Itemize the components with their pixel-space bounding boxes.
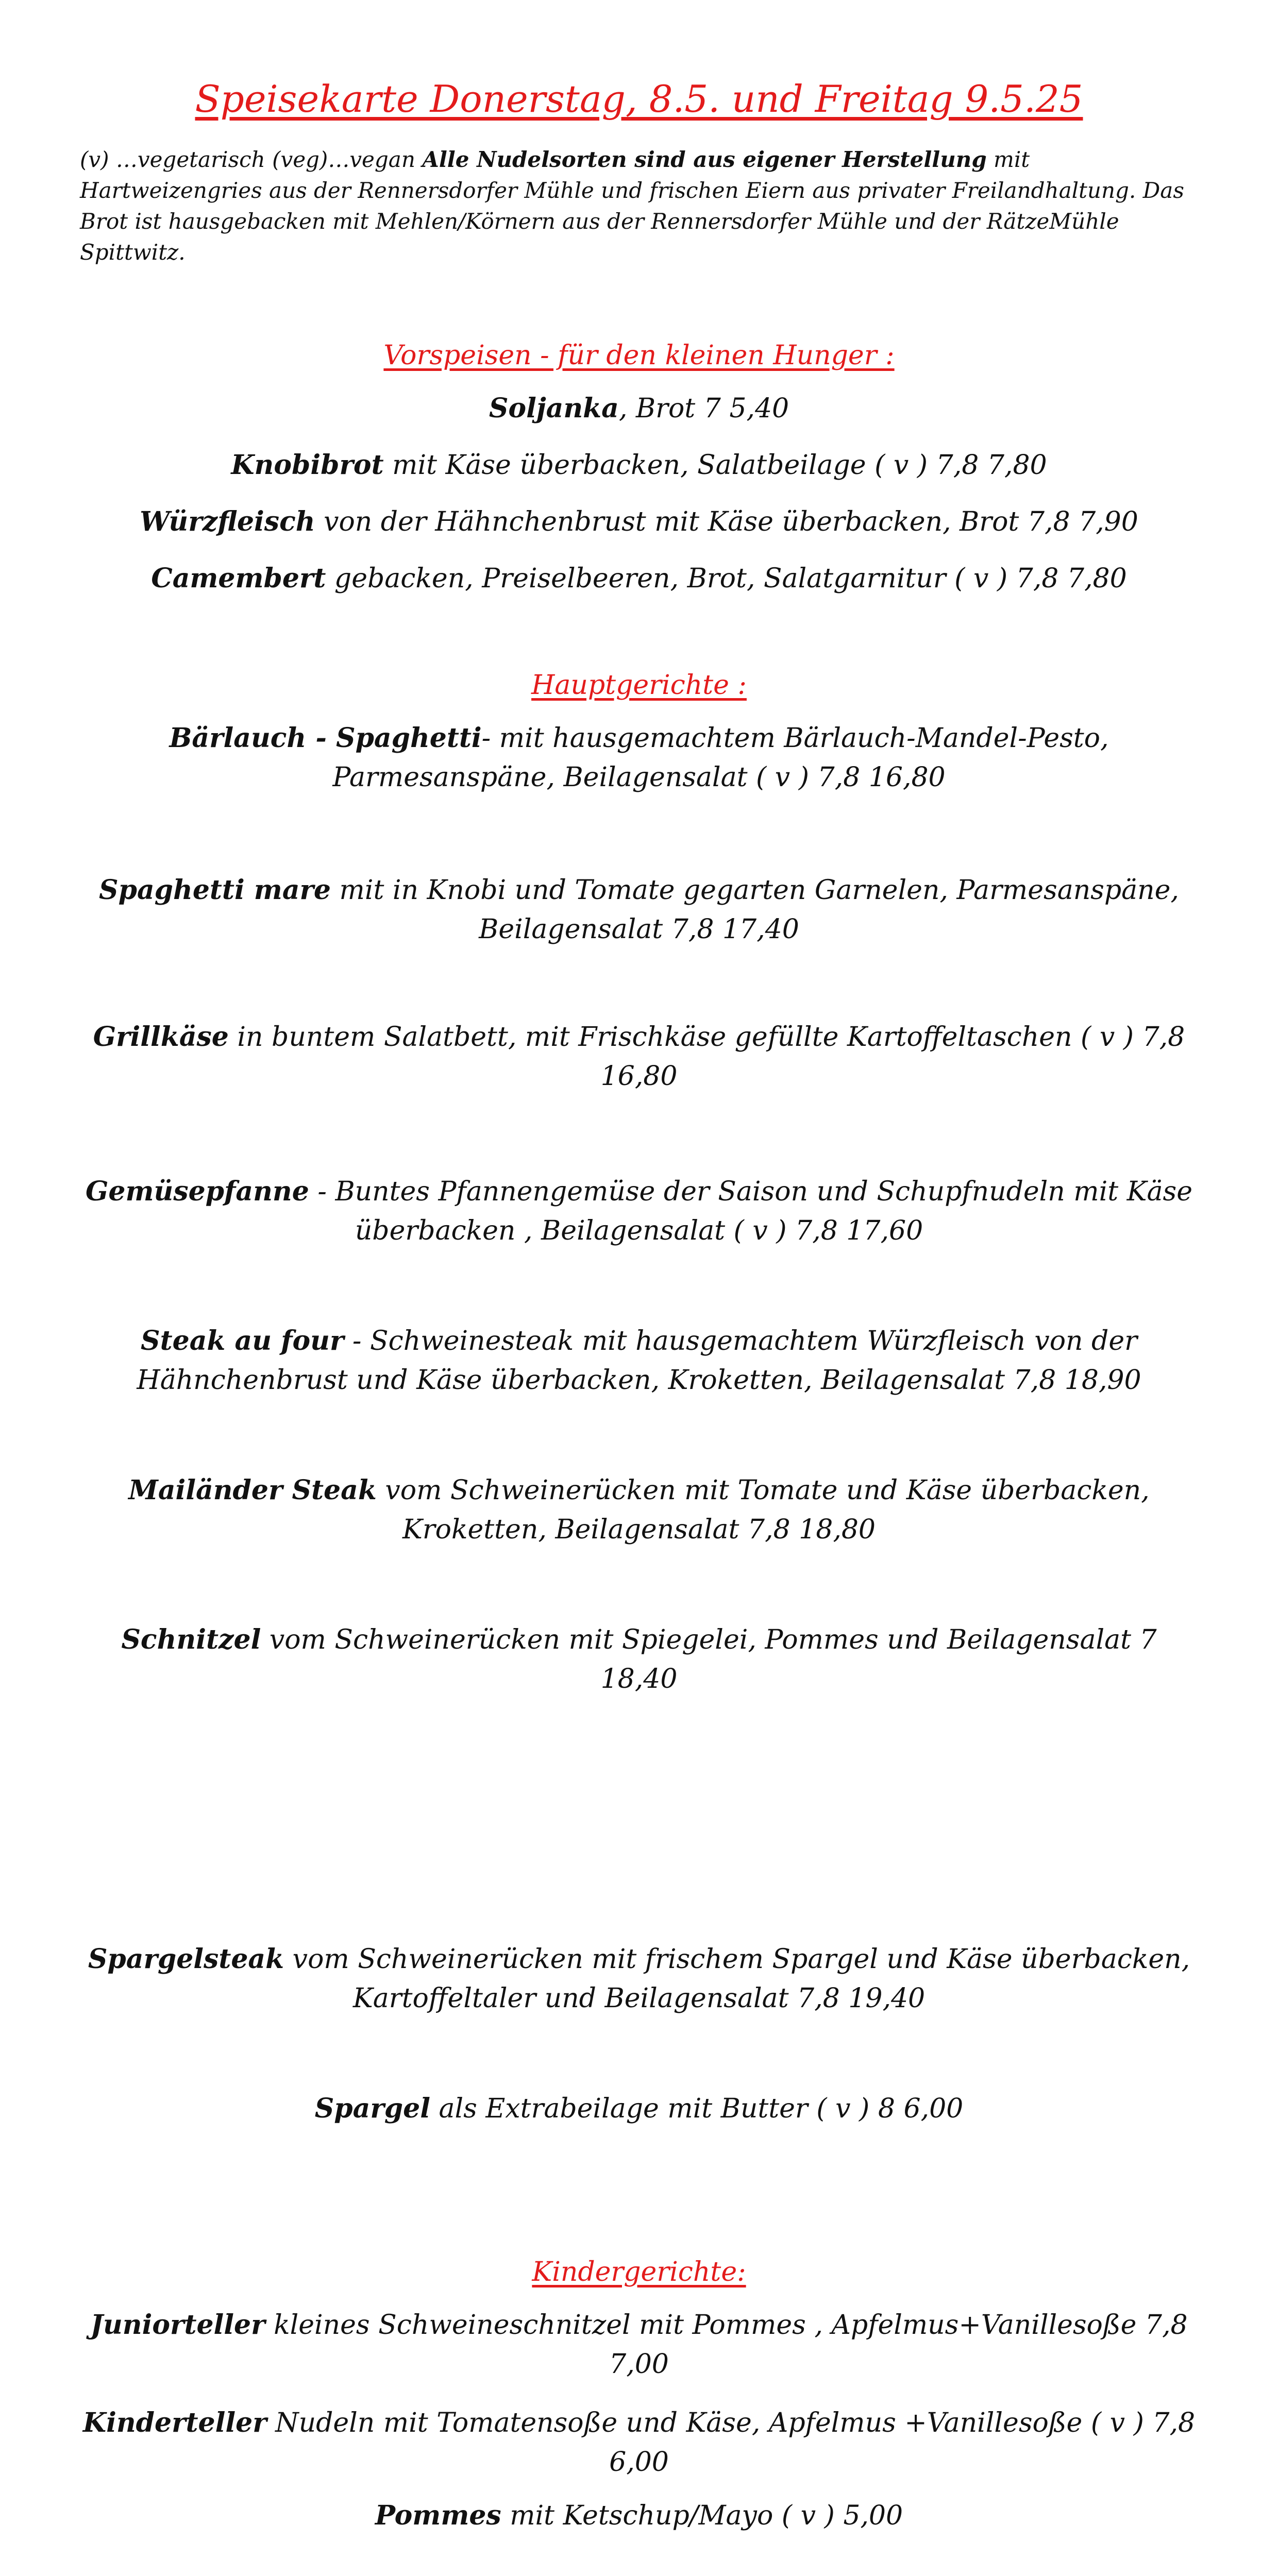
- item-desc: in buntem Salatbett, mit Frischkäse gefüllte Kartoffeltaschen ( v ) 7,8 16,80: [228, 1022, 1185, 1092]
- item-desc: mit in Knobi und Tomate gegarten Garnelen, Parmesanspäne, Beilagensalat 7,8 17,40: [331, 875, 1179, 945]
- item-name: Knobibrot: [231, 449, 384, 481]
- item-name: Spargel: [314, 2093, 430, 2124]
- menu-item: [82, 389, 1196, 428]
- item-name: Bärlauch - Spaghetti: [169, 722, 482, 754]
- intro-rest: mit Hartweizengries aus der Rennersdorfer Mühle und frischen Eiern aus privater Freilandhaltung. Das Brot ist hausgebacken mit Mehlen/Körnern aus der Rennersdorfer Mühle und der RätzeMühle Spittwitz.: [80, 147, 1184, 265]
- item-desc: - Buntes Pfannengemüse der Saison und Schupfnudeln mit Käse überbacken , Beilagensalat ( v ) 7,8 17,60: [309, 1176, 1192, 1246]
- section-kids-heading: Kindergerichte:: [532, 2257, 746, 2287]
- menu-item: [82, 1471, 1196, 1549]
- item-name: Würzfleisch: [140, 506, 315, 537]
- menu-item: [82, 1018, 1196, 1096]
- item-name: Kinderteller: [82, 2407, 267, 2438]
- menu-item: [82, 1620, 1196, 1699]
- item-desc: vom Schweinerücken mit Spiegelei, Pommes und Beilagensalat 7 18,40: [261, 1624, 1157, 1694]
- item-desc: als Extrabeilage mit Butter ( v ) 8 6,00: [430, 2093, 964, 2124]
- menu-item: [82, 559, 1196, 598]
- item-name: Spaghetti mare: [99, 874, 331, 906]
- item-name: Mailänder Steak: [128, 1475, 377, 1506]
- menu-item: [82, 1321, 1196, 1400]
- menu-item: [82, 2403, 1196, 2482]
- item-name: Grillkäse: [93, 1021, 229, 1053]
- item-name: Camembert: [151, 563, 326, 594]
- item-name: Pommes: [375, 2500, 501, 2531]
- item-desc: gebacken, Preiselbeeren, Brot, Salatgarnitur ( v ) 7,8 7,80: [326, 563, 1127, 594]
- item-name: Schnitzel: [121, 1624, 261, 1655]
- intro-text: [80, 144, 1203, 268]
- item-name: Gemüsepfanne: [86, 1176, 309, 1207]
- item-desc: kleines Schweineschnitzel mit Pommes , Apfelmus+Vanillesoße 7,8 7,00: [265, 2310, 1188, 2380]
- menu-item: [82, 871, 1196, 949]
- item-name: Spargelsteak: [88, 1943, 284, 1975]
- section-starters-heading: Vorspeisen - für den kleinen Hunger :: [383, 340, 895, 371]
- menu-item: [82, 2306, 1196, 2384]
- item-desc: von der Hähnchenbrust mit Käse überbacken, Brot 7,8 7,90: [315, 506, 1138, 537]
- item-desc: vom Schweinerücken mit Tomate und Käse überbacken, Kroketten, Beilagensalat 7,8 18,80: [376, 1475, 1150, 1545]
- item-name: Soljanka: [489, 393, 619, 424]
- item-desc: - mit hausgemachtem Bärlauch-Mandel-Pesto, Parmesanspäne, Beilagensalat ( v ) 7,8 16,80: [332, 723, 1109, 793]
- item-name: Steak au four: [141, 1325, 344, 1357]
- menu-item: [82, 1940, 1196, 2018]
- diet-legend: (v) …vegetarisch (veg)…vegan: [80, 147, 423, 172]
- menu-item: [82, 502, 1196, 541]
- pasta-note: Alle Nudelsorten sind aus eigener Herstellung: [422, 147, 987, 172]
- item-desc: , Brot 7 5,40: [618, 393, 789, 424]
- item-desc: vom Schweinerücken mit frischem Spargel und Käse überbacken, Kartoffeltaler und Beilagensalat 7,8 19,40: [284, 1944, 1190, 2014]
- menu-item: [82, 2496, 1196, 2535]
- menu-item: [82, 719, 1196, 797]
- item-desc: - Schweinesteak mit hausgemachtem Würzfleisch von der Hähnchenbrust und Käse überbacken, Kroketten, Beilagensalat 7,8 18,90: [137, 1326, 1141, 1396]
- item-desc: mit Ketschup/Mayo ( v ) 5,00: [501, 2500, 903, 2531]
- item-desc: Nudeln mit Tomatensoße und Käse, Apfelmus +Vanillesoße ( v ) 7,8 6,00: [266, 2408, 1196, 2478]
- item-desc: mit Käse überbacken, Salatbeilage ( v ) 7,8 7,80: [383, 450, 1047, 481]
- menu-item: [82, 1172, 1196, 1250]
- menu-item: [82, 446, 1196, 485]
- section-mains-heading: Hauptgerichte :: [531, 670, 747, 701]
- page-title: Speisekarte Donerstag, 8.5. und Freitag 9.5.25: [195, 77, 1083, 121]
- menu-item: [82, 2089, 1196, 2128]
- item-name: Juniorteller: [90, 2309, 265, 2341]
